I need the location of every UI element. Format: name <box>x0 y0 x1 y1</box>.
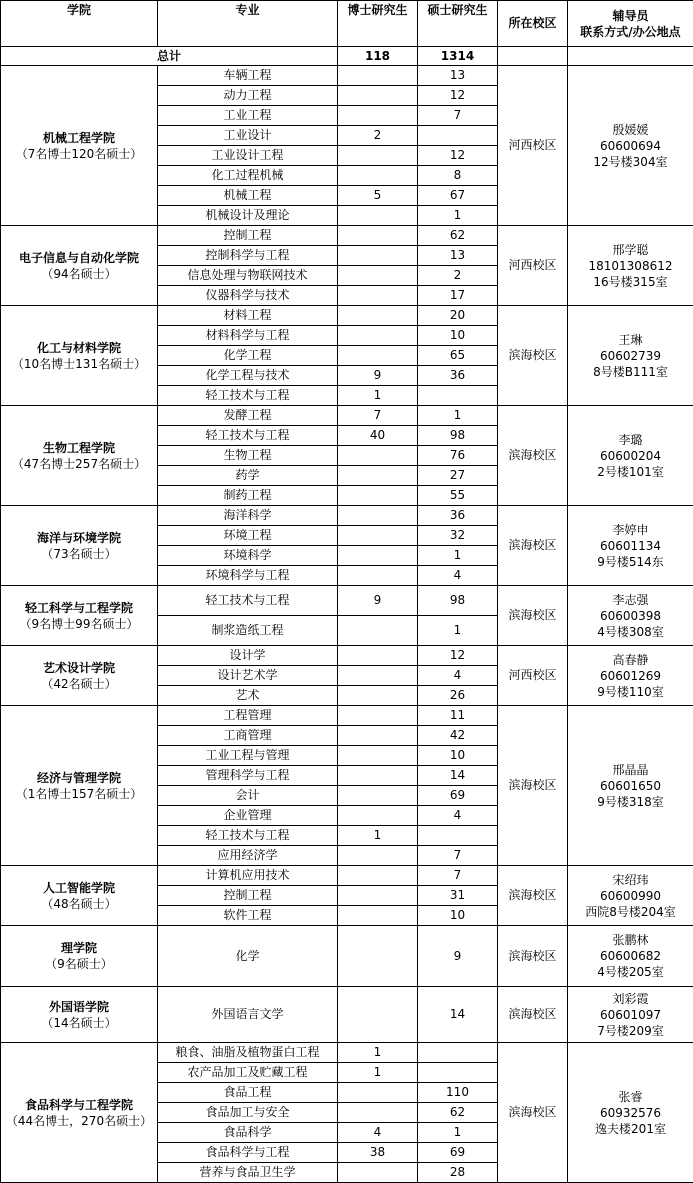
college-note: （48名硕士） <box>1 897 157 912</box>
total-phd: 118 <box>338 47 418 66</box>
counselor-office: 9号楼318室 <box>568 794 693 810</box>
campus-cell: 河西校区 <box>498 646 568 706</box>
campus-cell: 河西校区 <box>498 66 568 226</box>
phd-cell <box>338 666 418 686</box>
counselor-phone: 60602739 <box>568 348 693 364</box>
master-cell: 69 <box>418 1143 498 1163</box>
master-cell: 10 <box>418 906 498 926</box>
campus-cell: 滨海校区 <box>498 706 568 866</box>
major-cell: 会计 <box>158 786 338 806</box>
master-cell: 62 <box>418 226 498 246</box>
counselor-office: 西院8号楼204室 <box>568 904 693 920</box>
major-cell: 车辆工程 <box>158 66 338 86</box>
major-cell: 外国语言文学 <box>158 987 338 1043</box>
college-note: （44名博士，270名硕士） <box>1 1114 157 1129</box>
phd-cell <box>338 686 418 706</box>
phd-cell <box>338 987 418 1043</box>
major-cell: 环境科学与工程 <box>158 566 338 586</box>
college-name: 机械工程学院 <box>1 130 157 147</box>
major-cell: 药学 <box>158 466 338 486</box>
phd-cell: 4 <box>338 1123 418 1143</box>
phd-cell: 38 <box>338 1143 418 1163</box>
college-name: 化工与材料学院 <box>1 340 157 357</box>
master-cell: 67 <box>418 186 498 206</box>
major-cell: 计算机应用技术 <box>158 866 338 886</box>
college-cell <box>1 866 158 926</box>
college-name: 轻工科学与工程学院 <box>1 600 157 617</box>
phd-cell <box>338 106 418 126</box>
total-counselor-empty <box>568 47 693 66</box>
major-cell: 化学工程与技术 <box>158 366 338 386</box>
counselor-cell <box>568 406 693 506</box>
phd-cell <box>338 706 418 726</box>
master-cell <box>418 1043 498 1063</box>
table-row <box>1 586 693 616</box>
phd-cell <box>338 746 418 766</box>
major-cell: 工业工程 <box>158 106 338 126</box>
college-note: （47名博士257名硕士） <box>1 457 157 472</box>
major-cell: 工业设计工程 <box>158 146 338 166</box>
master-cell <box>418 1063 498 1083</box>
phd-cell <box>338 486 418 506</box>
counselor-office: 逸夫楼201室 <box>568 1121 693 1137</box>
college-name: 艺术设计学院 <box>1 660 157 677</box>
phd-cell: 7 <box>338 406 418 426</box>
major-cell: 发酵工程 <box>158 406 338 426</box>
table-row <box>1 306 693 326</box>
major-cell: 粮食、油脂及植物蛋白工程 <box>158 1043 338 1063</box>
major-cell: 控制工程 <box>158 226 338 246</box>
college-note: （42名硕士） <box>1 677 157 692</box>
major-cell: 应用经济学 <box>158 846 338 866</box>
phd-cell: 9 <box>338 366 418 386</box>
master-cell: 76 <box>418 446 498 466</box>
counselor-cell <box>568 926 693 987</box>
phd-cell <box>338 616 418 646</box>
master-cell: 20 <box>418 306 498 326</box>
phd-cell <box>338 86 418 106</box>
master-cell: 12 <box>418 86 498 106</box>
counselor-cell <box>568 987 693 1043</box>
phd-cell <box>338 566 418 586</box>
campus-cell: 滨海校区 <box>498 926 568 987</box>
major-cell: 工业工程与管理 <box>158 746 338 766</box>
major-cell: 制药工程 <box>158 486 338 506</box>
phd-cell <box>338 866 418 886</box>
counselor-name: 李志强 <box>568 592 693 608</box>
major-cell: 工程管理 <box>158 706 338 726</box>
master-cell: 8 <box>418 166 498 186</box>
header-phd: 博士研究生 <box>338 1 418 47</box>
master-cell: 36 <box>418 506 498 526</box>
counselor-name: 张睿 <box>568 1089 693 1105</box>
phd-cell <box>338 266 418 286</box>
counselor-phone: 60932576 <box>568 1105 693 1121</box>
phd-cell <box>338 886 418 906</box>
master-cell: 31 <box>418 886 498 906</box>
major-cell: 软件工程 <box>158 906 338 926</box>
college-note: （73名硕士） <box>1 547 157 562</box>
counselor-name: 张鹏林 <box>568 932 693 948</box>
college-note: （94名硕士） <box>1 267 157 282</box>
counselor-name: 邢晶晶 <box>568 762 693 778</box>
major-cell: 控制科学与工程 <box>158 246 338 266</box>
college-cell <box>1 706 158 866</box>
counselor-cell <box>568 866 693 926</box>
college-note: （9名硕士） <box>1 957 157 972</box>
college-note: （10名博士131名硕士） <box>1 357 157 372</box>
header-counselor-line2: 联系方式/办公地点 <box>568 24 693 40</box>
counselor-office: 2号楼101室 <box>568 464 693 480</box>
major-cell: 海洋科学 <box>158 506 338 526</box>
major-cell: 食品科学与工程 <box>158 1143 338 1163</box>
college-note: （14名硕士） <box>1 1016 157 1031</box>
header-campus: 所在校区 <box>498 1 568 47</box>
master-cell <box>418 826 498 846</box>
college-name: 理学院 <box>1 940 157 957</box>
major-cell: 环境工程 <box>158 526 338 546</box>
counselor-name: 刘彩霞 <box>568 991 693 1007</box>
major-cell: 机械设计及理论 <box>158 206 338 226</box>
phd-cell <box>338 926 418 987</box>
table-row <box>1 66 693 86</box>
master-cell: 62 <box>418 1103 498 1123</box>
master-cell: 9 <box>418 926 498 987</box>
phd-cell: 40 <box>338 426 418 446</box>
counselor-phone: 60601650 <box>568 778 693 794</box>
counselor-phone: 60600694 <box>568 138 693 154</box>
master-cell: 14 <box>418 766 498 786</box>
table-row <box>1 506 693 526</box>
table-row <box>1 987 693 1043</box>
table-row <box>1 646 693 666</box>
major-cell: 化工过程机械 <box>158 166 338 186</box>
major-cell: 农产品加工及贮藏工程 <box>158 1063 338 1083</box>
counselor-cell <box>568 586 693 646</box>
counselor-phone: 60601269 <box>568 668 693 684</box>
college-cell <box>1 586 158 646</box>
header-major: 专业 <box>158 1 338 47</box>
major-cell: 环境科学 <box>158 546 338 566</box>
phd-cell: 2 <box>338 126 418 146</box>
master-cell: 7 <box>418 846 498 866</box>
header-row <box>1 1 693 47</box>
master-cell: 7 <box>418 866 498 886</box>
campus-cell: 滨海校区 <box>498 1043 568 1183</box>
phd-cell <box>338 306 418 326</box>
counselor-phone: 18101308612 <box>568 258 693 274</box>
master-cell: 69 <box>418 786 498 806</box>
counselor-name: 李婷申 <box>568 522 693 538</box>
major-cell: 控制工程 <box>158 886 338 906</box>
phd-cell <box>338 466 418 486</box>
major-cell: 食品科学 <box>158 1123 338 1143</box>
phd-cell <box>338 66 418 86</box>
college-name: 人工智能学院 <box>1 880 157 897</box>
major-cell: 材料科学与工程 <box>158 326 338 346</box>
major-cell: 化学 <box>158 926 338 987</box>
college-name: 食品科学与工程学院 <box>1 1097 157 1114</box>
phd-cell <box>338 906 418 926</box>
counselor-cell <box>568 306 693 406</box>
major-cell: 设计艺术学 <box>158 666 338 686</box>
campus-cell: 滨海校区 <box>498 987 568 1043</box>
major-cell: 艺术 <box>158 686 338 706</box>
counselor-office: 12号楼304室 <box>568 154 693 170</box>
master-cell: 110 <box>418 1083 498 1103</box>
counselor-name: 殷媛媛 <box>568 122 693 138</box>
campus-cell: 滨海校区 <box>498 406 568 506</box>
college-cell <box>1 646 158 706</box>
major-cell: 工商管理 <box>158 726 338 746</box>
phd-cell: 1 <box>338 1063 418 1083</box>
campus-cell: 滨海校区 <box>498 866 568 926</box>
master-cell: 36 <box>418 366 498 386</box>
college-note: （9名博士99名硕士） <box>1 617 157 632</box>
major-cell: 企业管理 <box>158 806 338 826</box>
major-cell: 信息处理与物联网技术 <box>158 266 338 286</box>
counselor-phone: 60601097 <box>568 1007 693 1023</box>
phd-cell <box>338 846 418 866</box>
college-name: 外国语学院 <box>1 999 157 1016</box>
master-cell <box>418 386 498 406</box>
phd-cell <box>338 286 418 306</box>
table-row <box>1 706 693 726</box>
counselor-phone: 60600682 <box>568 948 693 964</box>
counselor-phone: 60600204 <box>568 448 693 464</box>
master-cell: 98 <box>418 426 498 446</box>
master-cell: 32 <box>418 526 498 546</box>
counselor-office: 16号楼315室 <box>568 274 693 290</box>
table-row <box>1 1043 693 1063</box>
major-cell: 材料工程 <box>158 306 338 326</box>
counselor-name: 宋绍玮 <box>568 872 693 888</box>
phd-cell <box>338 1083 418 1103</box>
college-name: 生物工程学院 <box>1 440 157 457</box>
phd-cell <box>338 326 418 346</box>
table-row <box>1 866 693 886</box>
college-cell <box>1 987 158 1043</box>
college-cell <box>1 66 158 226</box>
major-cell: 轻工技术与工程 <box>158 386 338 406</box>
counselor-name: 高春静 <box>568 652 693 668</box>
master-cell: 14 <box>418 987 498 1043</box>
phd-cell <box>338 446 418 466</box>
table-row <box>1 406 693 426</box>
phd-cell: 1 <box>338 386 418 406</box>
counselor-cell <box>568 66 693 226</box>
header-college: 学院 <box>1 1 158 47</box>
phd-cell <box>338 206 418 226</box>
major-cell: 轻工技术与工程 <box>158 826 338 846</box>
counselor-office: 4号楼308室 <box>568 624 693 640</box>
major-cell: 轻工技术与工程 <box>158 426 338 446</box>
master-cell: 11 <box>418 706 498 726</box>
counselor-cell <box>568 646 693 706</box>
header-master: 硕士研究生 <box>418 1 498 47</box>
counselor-office: 7号楼209室 <box>568 1023 693 1039</box>
major-cell: 轻工技术与工程 <box>158 586 338 616</box>
phd-cell: 1 <box>338 826 418 846</box>
phd-cell <box>338 786 418 806</box>
college-name: 海洋与环境学院 <box>1 530 157 547</box>
master-cell: 4 <box>418 666 498 686</box>
master-cell: 12 <box>418 646 498 666</box>
counselor-cell <box>568 706 693 866</box>
college-cell <box>1 226 158 306</box>
phd-cell <box>338 646 418 666</box>
college-note: （7名博士120名硕士） <box>1 147 157 162</box>
master-cell: 4 <box>418 566 498 586</box>
phd-cell <box>338 546 418 566</box>
phd-cell <box>338 1103 418 1123</box>
master-cell: 1 <box>418 206 498 226</box>
header-counselor <box>568 1 693 47</box>
master-cell: 12 <box>418 146 498 166</box>
phd-cell: 9 <box>338 586 418 616</box>
college-cell <box>1 1043 158 1183</box>
phd-cell: 5 <box>338 186 418 206</box>
table-row <box>1 226 693 246</box>
phd-cell: 1 <box>338 1043 418 1063</box>
college-cell <box>1 306 158 406</box>
master-cell: 1 <box>418 1123 498 1143</box>
campus-cell: 滨海校区 <box>498 306 568 406</box>
master-cell: 27 <box>418 466 498 486</box>
phd-cell <box>338 166 418 186</box>
master-cell: 10 <box>418 746 498 766</box>
master-cell: 10 <box>418 326 498 346</box>
counselor-cell <box>568 226 693 306</box>
phd-cell <box>338 766 418 786</box>
master-cell: 7 <box>418 106 498 126</box>
master-cell: 17 <box>418 286 498 306</box>
master-cell <box>418 126 498 146</box>
major-cell: 动力工程 <box>158 86 338 106</box>
phd-cell <box>338 246 418 266</box>
master-cell: 98 <box>418 586 498 616</box>
phd-cell <box>338 346 418 366</box>
counselor-office: 9号楼514东 <box>568 554 693 570</box>
master-cell: 4 <box>418 806 498 826</box>
counselor-phone: 60601134 <box>568 538 693 554</box>
counselor-name: 邢学聪 <box>568 242 693 258</box>
college-cell <box>1 406 158 506</box>
college-cell <box>1 926 158 987</box>
header-counselor-line1: 辅导员 <box>568 8 693 24</box>
major-cell: 食品工程 <box>158 1083 338 1103</box>
major-cell: 机械工程 <box>158 186 338 206</box>
major-cell: 生物工程 <box>158 446 338 466</box>
major-cell: 仪器科学与技术 <box>158 286 338 306</box>
counselor-cell <box>568 506 693 586</box>
major-cell: 化学工程 <box>158 346 338 366</box>
counselor-office: 4号楼205室 <box>568 964 693 980</box>
total-row <box>1 47 693 66</box>
counselor-name: 王琳 <box>568 332 693 348</box>
major-cell: 设计学 <box>158 646 338 666</box>
phd-cell <box>338 726 418 746</box>
phd-cell <box>338 146 418 166</box>
major-cell: 营养与食品卫生学 <box>158 1163 338 1183</box>
major-cell: 制浆造纸工程 <box>158 616 338 646</box>
major-cell: 食品加工与安全 <box>158 1103 338 1123</box>
master-cell: 1 <box>418 406 498 426</box>
campus-cell: 滨海校区 <box>498 586 568 646</box>
phd-cell <box>338 226 418 246</box>
master-cell: 55 <box>418 486 498 506</box>
table-row <box>1 926 693 987</box>
major-cell: 工业设计 <box>158 126 338 146</box>
master-cell: 28 <box>418 1163 498 1183</box>
master-cell: 13 <box>418 246 498 266</box>
counselor-office: 8号楼B111室 <box>568 364 693 380</box>
master-cell: 65 <box>418 346 498 366</box>
counselor-office: 9号楼110室 <box>568 684 693 700</box>
college-name: 电子信息与自动化学院 <box>1 250 157 267</box>
master-cell: 26 <box>418 686 498 706</box>
total-label: 总计 <box>1 47 338 66</box>
college-note: （1名博士157名硕士） <box>1 787 157 802</box>
campus-cell: 滨海校区 <box>498 506 568 586</box>
campus-cell: 河西校区 <box>498 226 568 306</box>
counselor-cell <box>568 1043 693 1183</box>
counselor-phone: 60600398 <box>568 608 693 624</box>
phd-cell <box>338 806 418 826</box>
college-cell <box>1 506 158 586</box>
total-campus-empty <box>498 47 568 66</box>
college-name: 经济与管理学院 <box>1 770 157 787</box>
phd-cell <box>338 506 418 526</box>
counselor-phone: 60600990 <box>568 888 693 904</box>
master-cell: 2 <box>418 266 498 286</box>
phd-cell <box>338 526 418 546</box>
master-cell: 13 <box>418 66 498 86</box>
major-cell: 管理科学与工程 <box>158 766 338 786</box>
total-master: 1314 <box>418 47 498 66</box>
master-cell: 42 <box>418 726 498 746</box>
master-cell: 1 <box>418 546 498 566</box>
master-cell: 1 <box>418 616 498 646</box>
phd-cell <box>338 1163 418 1183</box>
counselor-name: 李璐 <box>568 432 693 448</box>
